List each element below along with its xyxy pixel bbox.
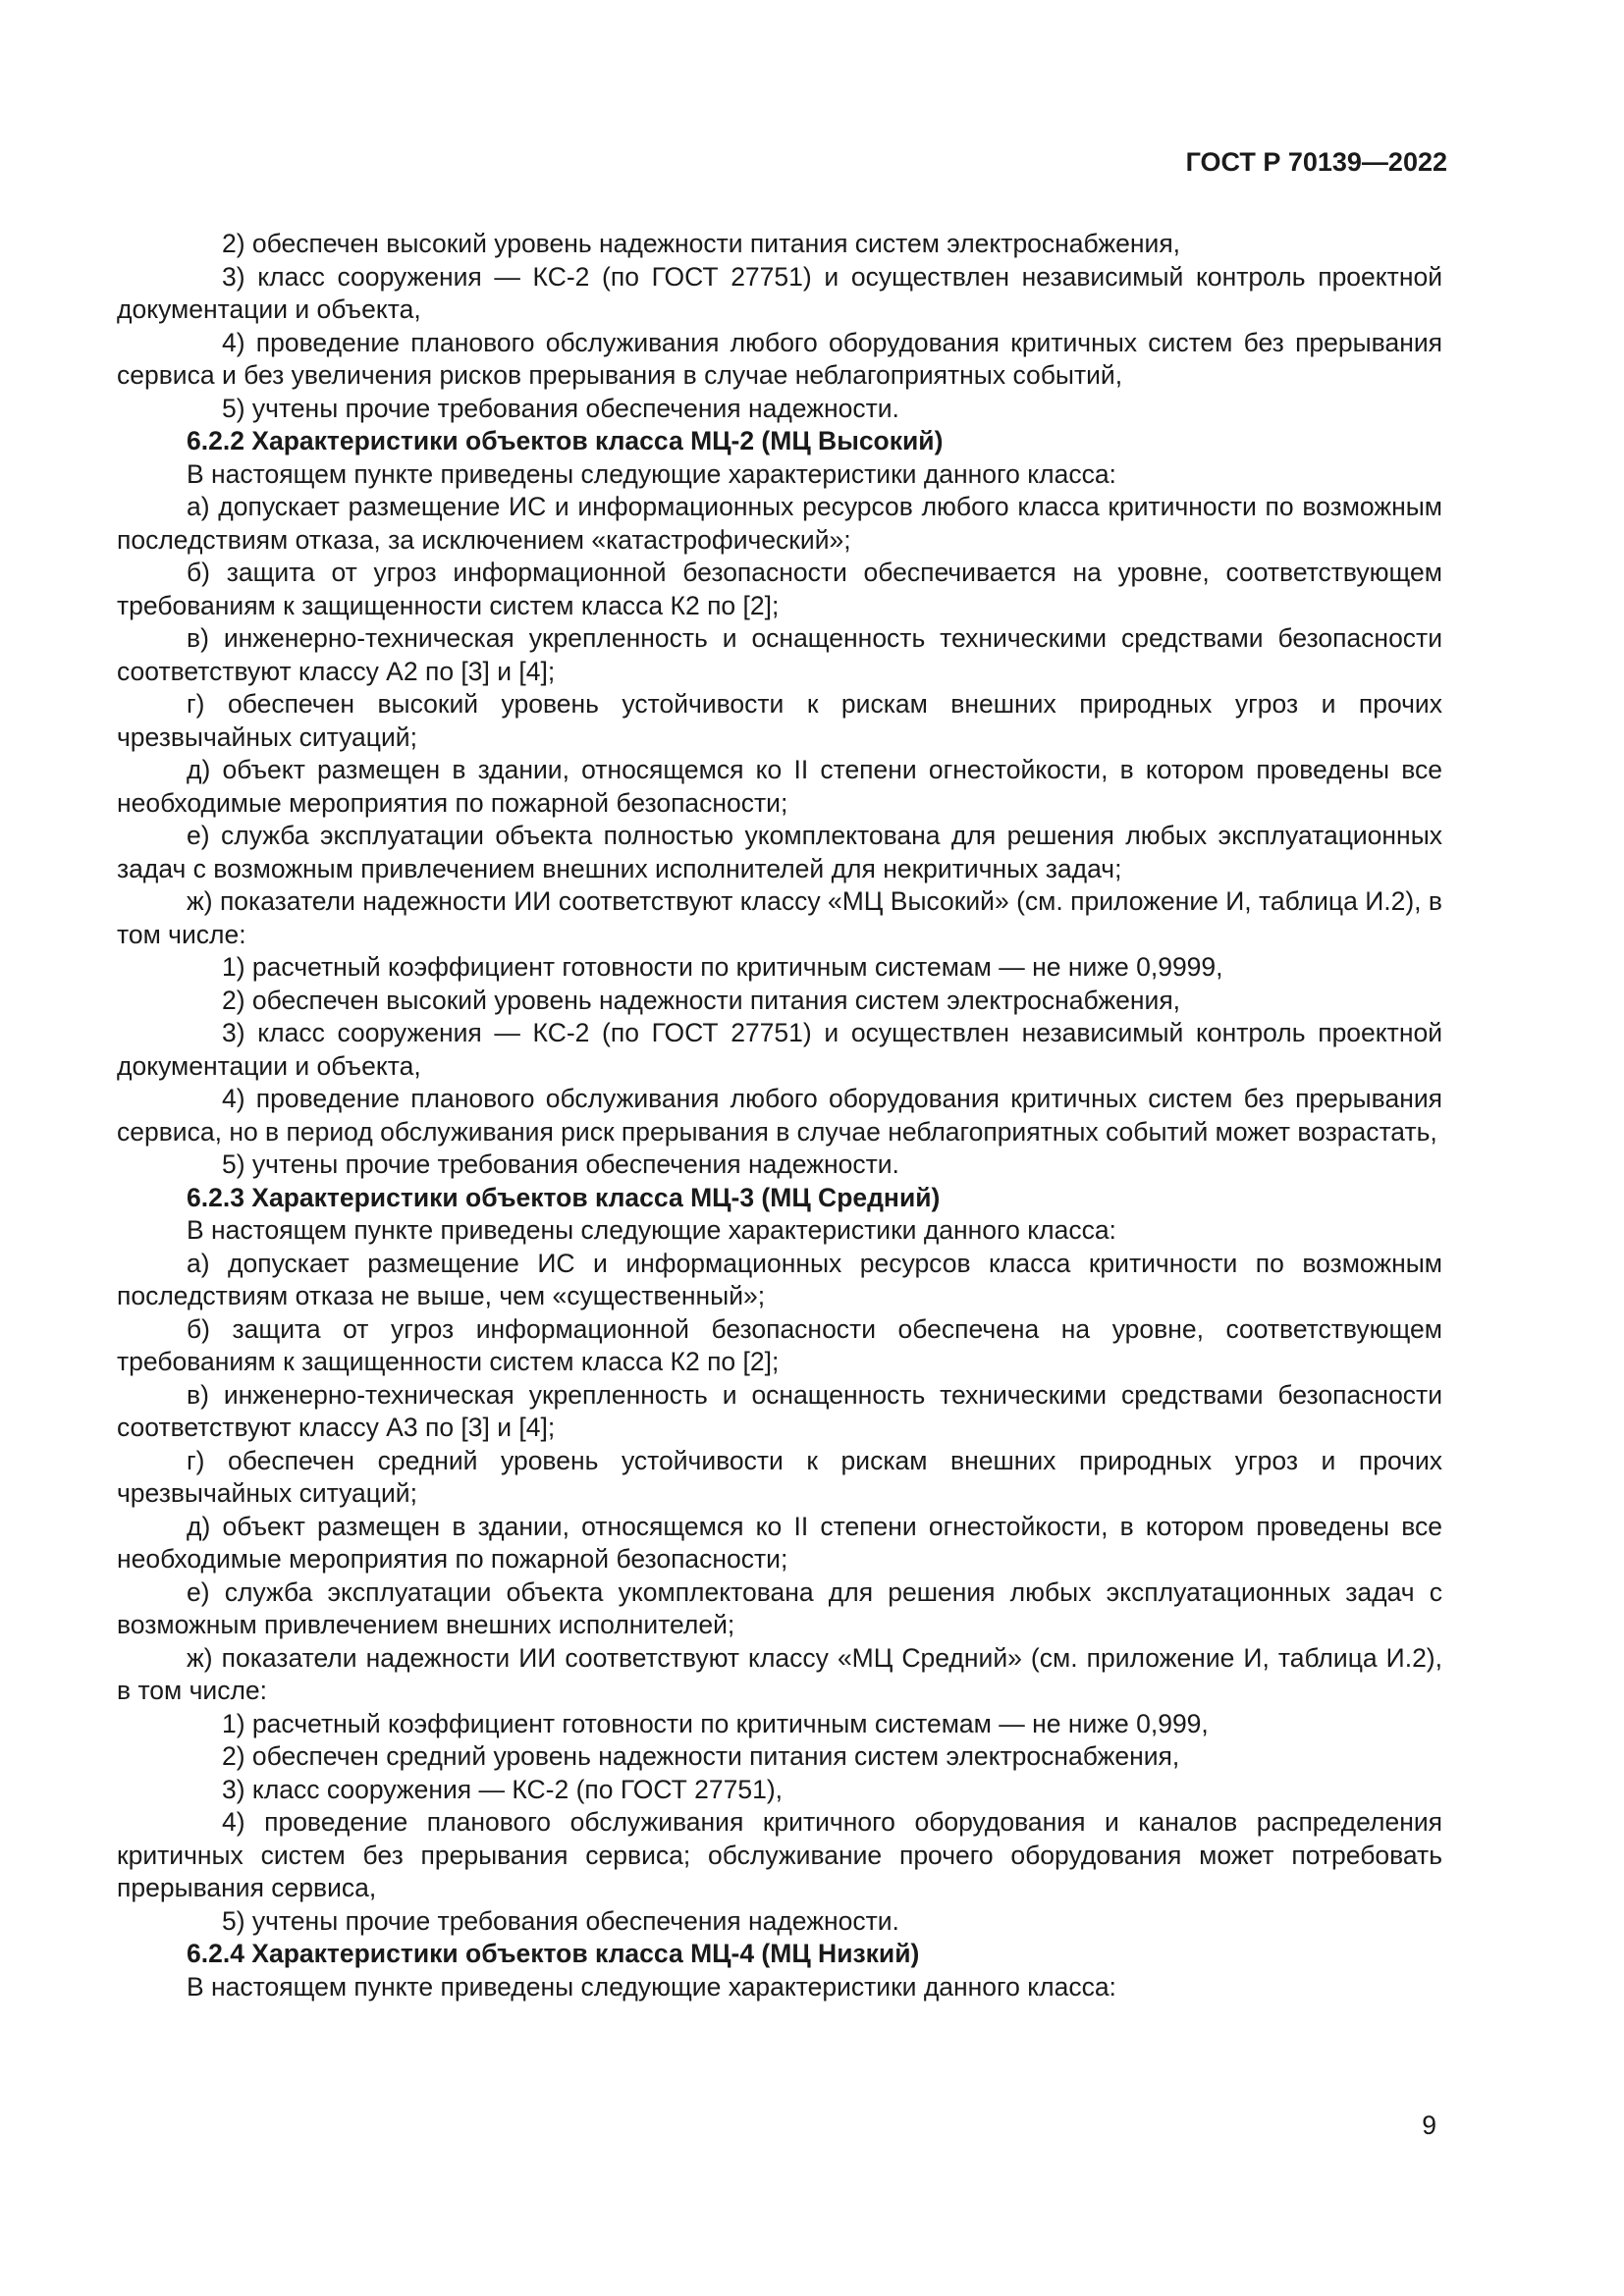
list-item: 3) класс сооружения — КС-2 (по ГОСТ 27751), (222, 1774, 784, 1804)
list-item: 2) обеспечен высокий уровень надежности питания систем электроснабжения, (222, 985, 1181, 1015)
paragraph: В настоящем пункте приведены следующие характеристики данного класса: (187, 1215, 1116, 1245)
section-heading: 6.2.2 Характеристики объектов класса МЦ-2 (МЦ Высокий) (187, 426, 944, 455)
list-item: 5) учтены прочие требования обеспечения надежности. (222, 393, 899, 423)
list-item: 5) учтены прочие требования обеспечения надежности. (222, 1149, 899, 1179)
paragraph: г) обеспечен высокий уровень устойчивости к рискам внешних природных угроз и прочих чрезвычайных ситуаций; (117, 689, 1442, 752)
paragraph: В настоящем пункте приведены следующие характеристики данного класса: (187, 1971, 1116, 2002)
paragraph: е) служба эксплуатации объекта укомплектована для решения любых эксплуатационных задач с возможным привлечением внешних исполнителей; (117, 1576, 1442, 1639)
list-item: 4) проведение планового обслуживания любого оборудования критичных систем без прерывания сервиса и без увеличения рисков прерывания в случае неблагоприятных событий, (117, 327, 1442, 390)
list-item: 3) класс сооружения — КС-2 (по ГОСТ 27751) и осуществлен независимый контроль проектной документации и объекта, (117, 1018, 1442, 1081)
paragraph: е) служба эксплуатации объекта полностью укомплектована для решения любых эксплуатационных задач с возможным привлечением внешних исполнителей для некритичных задач; (117, 821, 1442, 883)
section-heading: 6.2.4 Характеристики объектов класса МЦ-4 (МЦ Низкий) (187, 1939, 920, 1968)
list-item: 2) обеспечен средний уровень надежности питания систем электроснабжения, (222, 1741, 1180, 1771)
list-item: 1) расчетный коэффициент готовности по критичным системам — не ниже 0,9999, (222, 952, 1223, 982)
paragraph: г) обеспечен средний уровень устойчивости к рискам внешних природных угроз и прочих чрезвычайных ситуаций; (117, 1445, 1442, 1508)
paragraph: в) инженерно-техническая укрепленность и оснащенность техническими средствами безопасности соответствуют классу А2 по [3] и [4]; (117, 623, 1442, 686)
paragraph: ж) показатели надежности ИИ соответствуют классу «МЦ Высокий» (см. приложение И, таблица И.2), в том числе: (117, 886, 1442, 949)
paragraph: в) инженерно-техническая укрепленность и оснащенность техническими средствами безопасности соответствуют классу А3 по [3] и [4]; (117, 1379, 1442, 1442)
paragraph: а) допускает размещение ИС и информационных ресурсов класса критичности по возможным последствиям отказа не выше, чем «существенный»; (117, 1248, 1442, 1310)
list-item: 5) учтены прочие требования обеспечения надежности. (222, 1905, 899, 1936)
list-item: 4) проведение планового обслуживания критичного оборудования и каналов распределения критичных систем без прерывания сервиса; обслуживание прочего оборудования может потребовать прерывания сервиса, (117, 1807, 1442, 1902)
paragraph: а) допускает размещение ИС и информационных ресурсов любого класса критичности по возможным последствиям отказа, за исключением «катастрофический»; (117, 492, 1442, 555)
paragraph: д) объект размещен в здании, относящемся ко II степени огнестойкости, в котором проведены все необходимые мероприятия по пожарной безопасности; (117, 1511, 1442, 1574)
list-item: 1) расчетный коэффициент готовности по критичным системам — не ниже 0,999, (222, 1708, 1209, 1738)
document-header: ГОСТ Р 70139—2022 (1185, 147, 1447, 177)
page-number: 9 (1422, 2110, 1436, 2140)
paragraph: ж) показатели надежности ИИ соответствуют классу «МЦ Средний» (см. приложение И, таблица И.2), в том числе: (117, 1642, 1442, 1705)
document-body (117, 228, 1442, 2003)
paragraph: б) защита от угроз информационной безопасности обеспечена на уровне, соответствующем требованиям к защищенности систем класса К2 по [2]; (117, 1313, 1442, 1376)
paragraph: б) защита от угроз информационной безопасности обеспечивается на уровне, соответствующем требованиям к защищенности систем класса К2 по [2]; (117, 558, 1442, 620)
list-item: 4) проведение планового обслуживания любого оборудования критичных систем без прерывания сервиса, но в период обслуживания риск прерывания в случае неблагоприятных событий может возрастать, (117, 1084, 1442, 1147)
section-heading: 6.2.3 Характеристики объектов класса МЦ-3 (МЦ Средний) (187, 1182, 941, 1212)
list-item: 2) обеспечен высокий уровень надежности питания систем электроснабжения, (222, 229, 1181, 258)
paragraph: д) объект размещен в здании, относящемся ко II степени огнестойкости, в котором проведены все необходимые мероприятия по пожарной безопасности; (117, 755, 1442, 818)
list-item: 3) класс сооружения — КС-2 (по ГОСТ 27751) и осуществлен независимый контроль проектной документации и объекта, (117, 261, 1442, 324)
paragraph: В настоящем пункте приведены следующие характеристики данного класса: (187, 458, 1116, 489)
